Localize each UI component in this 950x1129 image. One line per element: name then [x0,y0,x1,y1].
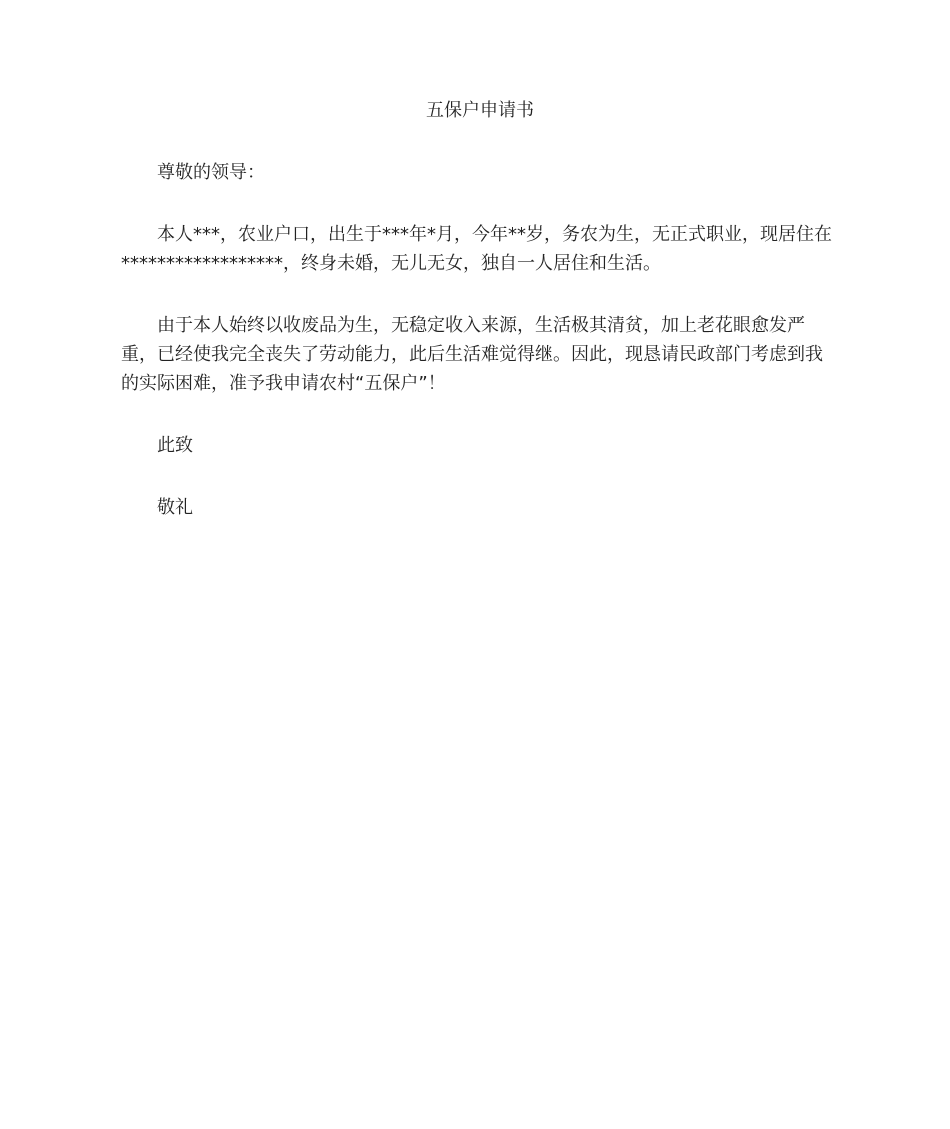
salutation: 尊敬的领导： [157,162,265,183]
document-page [121,96,839,555]
closing-line: 此致 [157,435,193,456]
regards-line: 敬礼 [157,497,193,518]
body-paragraph-1: 本人***，农业户口，出生于***年*月，今年**岁，务农为生，无正式职业，现居住在******************，终身未婚，无儿无女，独自一人居住和生活。 [121,224,832,274]
body-paragraph-2: 由于本人始终以收废品为生，无稳定收入来源，生活极其清贫，加上老花眼愈发严重，已经使我完全丧失了劳动能力，此后生活难觉得继。因此，现恳请民政部门考虑到我的实际困难，准予我申请农村“五保户”！ [121,315,823,394]
document-title: 五保户申请书 [426,100,534,121]
